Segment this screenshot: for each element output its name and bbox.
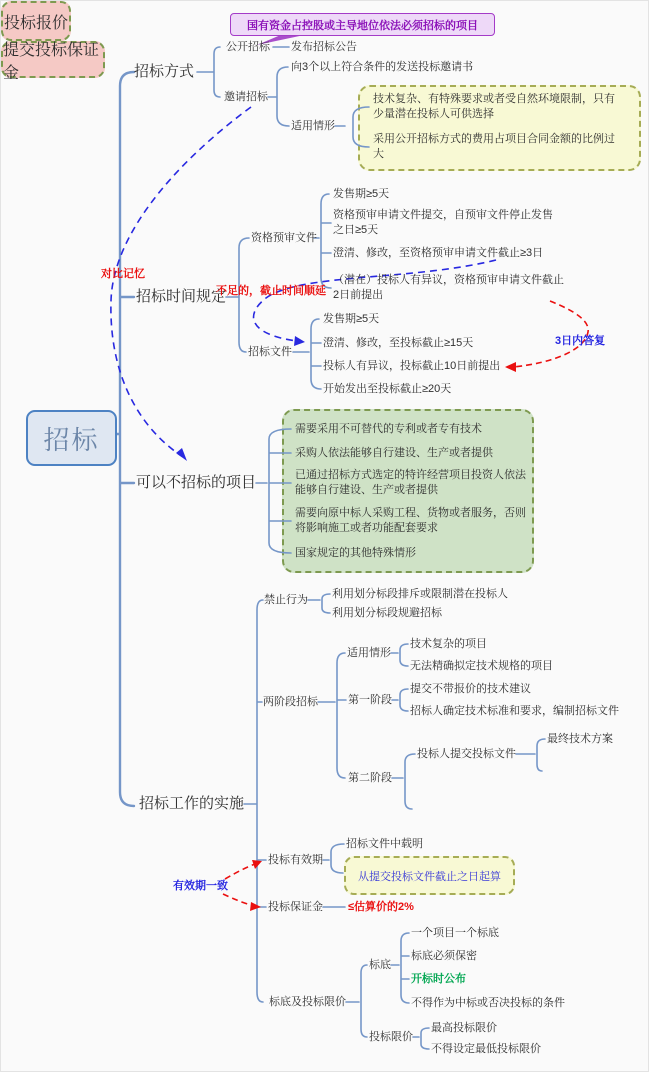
node-final-tech-plan[interactable]: 最终技术方案 bbox=[547, 733, 613, 745]
node-nobid-self-build[interactable]: 采购人依法能够自行建设、生产或者提供 bbox=[295, 447, 493, 459]
relation-curve-validity-a bbox=[225, 864, 255, 879]
node-preq-sale-period[interactable]: 发售期≥5天 bbox=[333, 188, 390, 200]
node-case-complex[interactable]: 技术复杂的项目 bbox=[410, 638, 487, 650]
bid-bond-submit-label: 提交投标保证金 bbox=[3, 41, 100, 82]
node-bid-clarify[interactable]: 澄清、修改，至投标截止≥15天 bbox=[323, 337, 474, 349]
node-open-bidding[interactable]: 公开招标 bbox=[226, 41, 270, 53]
node-prohibit-evade[interactable]: 利用划分标段规避招标 bbox=[332, 607, 442, 619]
node-base-price-and-limit[interactable]: 标底及投标限价 bbox=[269, 996, 346, 1008]
branch-no-bidding-projects[interactable]: 可以不招标的项目 bbox=[136, 474, 257, 491]
node-first-standards[interactable]: 招标人确定技术标准和要求，编制招标文件 bbox=[410, 705, 619, 717]
node-case-no-spec[interactable]: 无法精确拟定技术规格的项目 bbox=[410, 660, 553, 672]
node-applicable-cases[interactable]: 适用情形 bbox=[291, 120, 335, 132]
node-first-proposal[interactable]: 提交不带报价的技术建议 bbox=[410, 683, 531, 695]
branch-time-rules[interactable]: 招标时间规定 bbox=[136, 288, 227, 305]
node-publish-at-opening[interactable]: 开标时公布 bbox=[411, 973, 466, 985]
node-one-base-price[interactable]: 一个项目一个标底 bbox=[411, 927, 499, 939]
bid-price-label: 投标报价 bbox=[3, 14, 68, 32]
branch-implementation[interactable]: 招标工作的实施 bbox=[139, 795, 245, 812]
node-validity-start-box[interactable] bbox=[344, 856, 515, 895]
node-nobid-patent[interactable]: 需要采用不可替代的专利或者专有技术 bbox=[295, 423, 482, 435]
node-applicable-case-2[interactable]: 采用公开招标方式的费用占项目合同金额的比例过大 bbox=[373, 133, 615, 160]
root-node-bidding[interactable]: 招标 bbox=[26, 410, 117, 466]
annotation-reply-3days[interactable]: 3日内答复 bbox=[555, 335, 606, 347]
node-bid-bond[interactable]: 投标保证金 bbox=[268, 901, 323, 913]
annotation-validity-same[interactable]: 有效期一致 bbox=[173, 880, 228, 892]
node-first-stage[interactable]: 第一阶段 bbox=[348, 694, 392, 706]
node-validity-stated[interactable]: 招标文件中载明 bbox=[346, 838, 423, 850]
node-bid-bond-limit[interactable]: ≤估算价的2% bbox=[348, 901, 414, 913]
node-second-stage[interactable]: 第二阶段 bbox=[348, 772, 392, 784]
node-base-secret[interactable]: 标底必须保密 bbox=[411, 950, 477, 962]
node-two-stage-cases[interactable]: 适用情形 bbox=[347, 647, 391, 659]
validity-start-label: 从提交投标文件截止之日起算 bbox=[358, 870, 501, 883]
node-no-min-limit-price[interactable]: 不得设定最低投标限价 bbox=[431, 1043, 541, 1055]
node-not-award-condition[interactable]: 不得作为中标或否决投标的条件 bbox=[411, 997, 565, 1009]
node-bid-validity[interactable]: 投标有效期 bbox=[268, 854, 323, 866]
node-bid-limit-price[interactable]: 投标限价 bbox=[369, 1031, 413, 1043]
node-two-stage-bidding[interactable]: 两阶段招标 bbox=[263, 696, 318, 708]
node-bid-objection[interactable]: 投标人有异议，投标截止10日前提出 bbox=[323, 360, 501, 372]
node-prohibited-acts[interactable]: 禁止行为 bbox=[264, 594, 308, 606]
node-bid-issue-deadline[interactable]: 开始发出至投标截止≥20天 bbox=[323, 383, 452, 395]
annotation-deadline-extend[interactable]: 不足的，截止时间顺延 bbox=[216, 285, 326, 297]
node-invitation-letter[interactable]: 向3个以上符合条件的发送投标邀请书 bbox=[291, 61, 474, 73]
node-prohibit-exclude[interactable]: 利用划分标段排斥或限制潜在投标人 bbox=[332, 588, 508, 600]
relation-curve-validity-b bbox=[223, 894, 254, 906]
callout-state-funded-projects[interactable]: 国有资金占控股或主导地位依法必须招标的项目 bbox=[230, 13, 495, 36]
node-bid-sale-period[interactable]: 发售期≥5天 bbox=[323, 313, 380, 325]
node-prequalification-doc[interactable]: 资格预审文件 bbox=[251, 232, 317, 244]
node-preq-submit[interactable]: 资格预审申请文件提交，自预审文件停止发售之日≥5天 bbox=[333, 209, 553, 236]
node-invited-bidding[interactable]: 邀请招标 bbox=[224, 91, 268, 103]
node-nobid-special[interactable]: 国家规定的其他特殊情形 bbox=[295, 547, 416, 559]
node-max-limit-price[interactable]: 最高投标限价 bbox=[431, 1022, 497, 1034]
branch-bidding-method[interactable]: 招标方式 bbox=[134, 63, 195, 80]
relation-curve-invite-to-nobidding bbox=[111, 107, 251, 457]
node-publish-announcement[interactable]: 发布招标公告 bbox=[291, 41, 357, 53]
node-submit-bid-doc[interactable]: 投标人提交投标文件 bbox=[417, 748, 516, 760]
node-nobid-franchise[interactable]: 已通过招标方式选定的特许经营项目投资人依法能够自行建设、生产或者提供 bbox=[295, 469, 526, 496]
annotation-compare-memory[interactable]: 对比记忆 bbox=[101, 268, 145, 280]
node-base-price[interactable]: 标底 bbox=[369, 959, 391, 971]
node-applicable-case-1[interactable]: 技术复杂、有特殊要求或者受自然环境限制，只有少量潜在投标人可供选择 bbox=[373, 93, 615, 120]
node-nobid-original-winner[interactable]: 需要向原中标人采购工程、货物或者服务，否则将影响施工或者功能配套要求 bbox=[295, 507, 526, 534]
node-preq-objection[interactable]: （潜在）投标人有异议，资格预审申请文件截止2日前提出 bbox=[333, 274, 564, 301]
node-preq-clarify[interactable]: 澄清、修改，至资格预审申请文件截止≥3日 bbox=[333, 247, 544, 259]
node-bid-doc[interactable]: 招标文件 bbox=[248, 346, 292, 358]
